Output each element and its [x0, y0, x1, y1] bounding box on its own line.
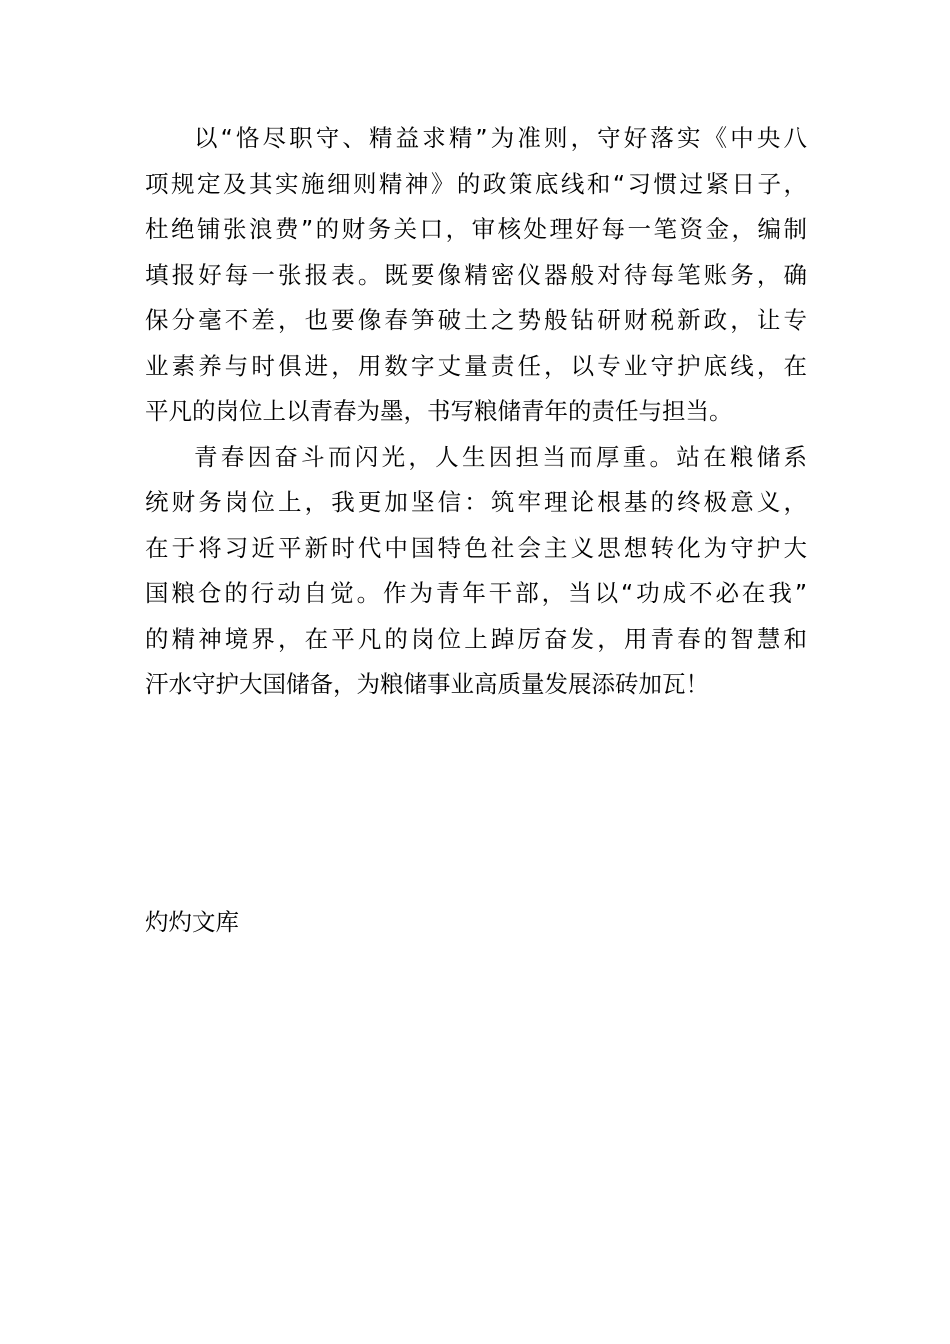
text-line: 统财务岗位上，我更加坚信：筑牢理论根基的终极意义， — [145, 488, 807, 516]
text-line: 填报好每一张报表。既要像精密仪器般对待每笔账务，确 — [145, 260, 807, 289]
text-line: 青春因奋斗而闪光，人生因担当而厚重。站在粮储系 — [194, 442, 807, 471]
text-line: 以“恪尽职守、精益求精”为准则，守好落实《中央八 — [194, 124, 807, 152]
paragraph-1 — [145, 116, 807, 435]
text-line: 杜绝铺张浪费”的财务关口，审核处理好每一笔资金，编制 — [145, 215, 807, 243]
text-line: 平凡的岗位上以青春为墨，书写粮储青年的责任与担当。 — [145, 397, 733, 425]
library-watermark-text: 灼灼文库 — [145, 908, 239, 936]
text-line: 的精神境界，在平凡的岗位上踔厉奋发，用青春的智慧和 — [145, 624, 807, 653]
text-line: 汗水守护大国储备，为粮储事业高质量发展添砖加瓦！ — [145, 670, 709, 698]
text-line: 项规定及其实施细则精神》的政策底线和“习惯过紧日子， — [145, 169, 807, 198]
text-line: 国粮仓的行动自觉。作为青年干部，当以“功成不必在我” — [145, 579, 807, 607]
document-body — [145, 116, 807, 708]
text-line: 保分毫不差，也要像春笋破土之势般钻研财税新政，让专 — [145, 306, 807, 334]
paragraph-2 — [145, 435, 807, 708]
text-line: 业素养与时俱进，用数字丈量责任，以专业守护底线，在 — [145, 351, 807, 380]
text-line: 在于将习近平新时代中国特色社会主义思想转化为守护大 — [145, 533, 807, 562]
